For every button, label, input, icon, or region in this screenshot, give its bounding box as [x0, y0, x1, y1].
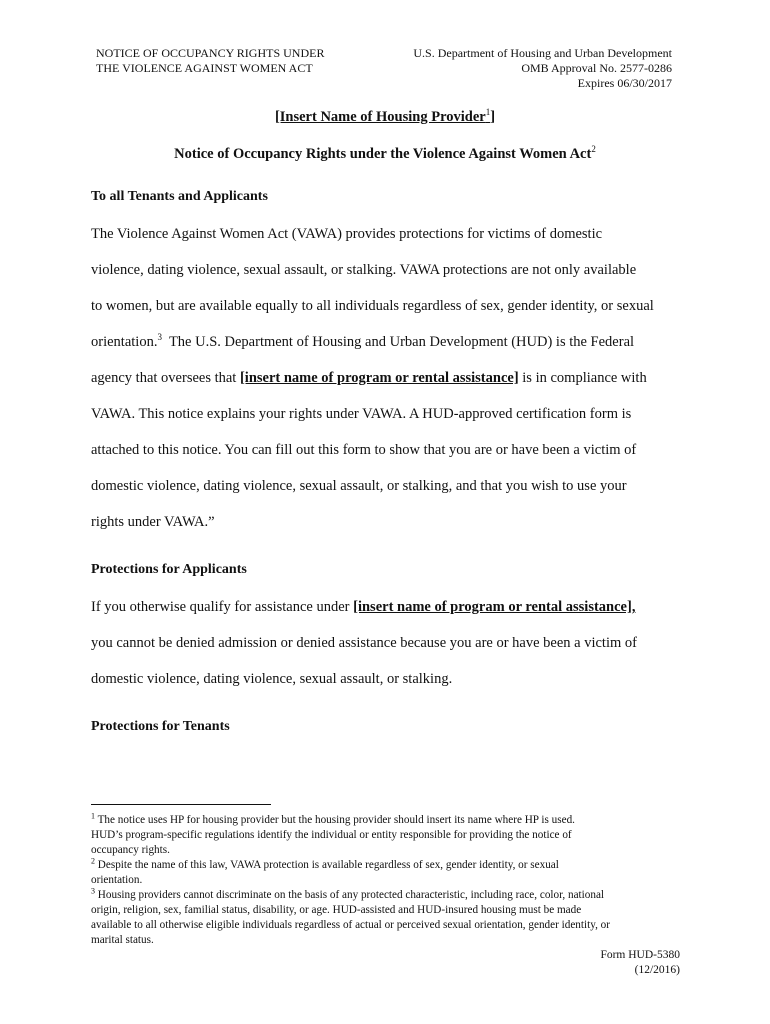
- paragraph-line: attached to this notice. You can fill out this form to show that you are or have been a victim of: [91, 442, 637, 458]
- title-text: Notice of Occupancy Rights under the Violence Against Women Act: [174, 146, 592, 162]
- paragraph-line: [91, 597, 691, 633]
- insert-program-placeholder: [insert name of program or rental assistance],: [353, 599, 636, 615]
- footnote-line: orientation.: [91, 874, 143, 886]
- footnote-line: [91, 813, 691, 828]
- footnote-ref: 1: [485, 107, 491, 118]
- header-left-line: THE VIOLENCE AGAINST WOMEN ACT: [96, 61, 313, 75]
- footnote-number: 2: [91, 856, 95, 866]
- footnote-line: origin, religion, sex, familial status, disability, or age. HUD-assisted and HUD-insured housing must be made: [91, 904, 582, 916]
- header-right-line: Expires 06/30/2017: [577, 76, 672, 90]
- footnote-line: [91, 888, 691, 903]
- line-segment: If you otherwise qualify for assistance under: [91, 599, 354, 615]
- page-title: [0, 146, 770, 163]
- provider-close: ]: [490, 109, 496, 125]
- paragraph-line: [91, 368, 691, 404]
- line-segment: Despite the name of this law, VAWA protection is available regardless of sex, gender identity, or sexual: [95, 859, 559, 871]
- footnote-divider: [91, 804, 271, 805]
- line-segment: The U.S. Department of Housing and Urban Development (HUD) is the Federal: [161, 334, 635, 350]
- section-heading-tenants-applicants: To all Tenants and Applicants: [91, 189, 268, 204]
- header-right-line: U.S. Department of Housing and Urban Development: [413, 46, 672, 60]
- line-segment: agency that oversees that: [91, 370, 240, 386]
- footnote-ref: 3: [157, 332, 162, 343]
- footnote-ref: 2: [591, 144, 596, 155]
- housing-provider-placeholder: [0, 109, 770, 126]
- paragraph-line: domestic violence, dating violence, sexual assault, or stalking.: [91, 671, 453, 687]
- paragraph-line: you cannot be denied admission or denied assistance because you are or have been a victim of: [91, 635, 637, 651]
- form-identifier: [600, 948, 680, 978]
- section-heading-tenants: Protections for Tenants: [91, 719, 230, 734]
- section-body-tenants-applicants: [91, 224, 691, 548]
- line-segment: Housing providers cannot discriminate on the basis of any protected characteristic, including race, color, national: [95, 889, 605, 901]
- insert-program-placeholder: [insert name of program or rental assistance]: [239, 370, 519, 386]
- header-left: [96, 46, 324, 76]
- footnote-line: HUD’s program-specific regulations identify the individual or entity responsible for providing the notice of: [91, 829, 572, 841]
- provider-text: [Insert Name of Housing Provider: [274, 109, 486, 125]
- paragraph-line: The Violence Against Women Act (VAWA) provides protections for victims of domestic: [91, 226, 603, 242]
- footnote-line: [91, 858, 691, 873]
- header-right-line: OMB Approval No. 2577-0286: [521, 61, 672, 75]
- footnotes: [91, 813, 691, 948]
- line-segment: The notice uses HP for housing provider but the housing provider should insert its name where HP is used.: [95, 814, 575, 826]
- paragraph-line: VAWA. This notice explains your rights under VAWA. A HUD-approved certification form is: [91, 406, 632, 422]
- form-number: Form HUD-5380: [600, 949, 680, 961]
- section-heading-applicants: Protections for Applicants: [91, 562, 247, 577]
- paragraph-line: rights under VAWA.”: [91, 514, 215, 530]
- line-segment: orientation.: [91, 334, 158, 350]
- form-date: (12/2016): [634, 964, 680, 976]
- header-left-line: NOTICE OF OCCUPANCY RIGHTS UNDER: [96, 46, 325, 60]
- footnote-line: available to all otherwise eligible individuals regardless of actual or perceived sexual orientation, gender identity, or: [91, 919, 610, 931]
- paragraph-line: violence, dating violence, sexual assault, or stalking. VAWA protections are not only available: [91, 262, 637, 278]
- footnote-line: occupancy rights.: [91, 844, 170, 856]
- footnote-number: 3: [91, 886, 95, 896]
- footnote-number: 1: [91, 811, 95, 821]
- paragraph-line: to women, but are available equally to all individuals regardless of sex, gender identity, or sexual: [91, 298, 654, 314]
- section-body-applicants: [91, 597, 691, 705]
- paragraph-line: domestic violence, dating violence, sexual assault, or stalking, and that you wish to use your: [91, 478, 627, 494]
- footnote-line: marital status.: [91, 934, 154, 946]
- header-right: [413, 46, 672, 91]
- paragraph-line: [91, 332, 691, 368]
- line-segment: is in compliance with: [518, 370, 647, 386]
